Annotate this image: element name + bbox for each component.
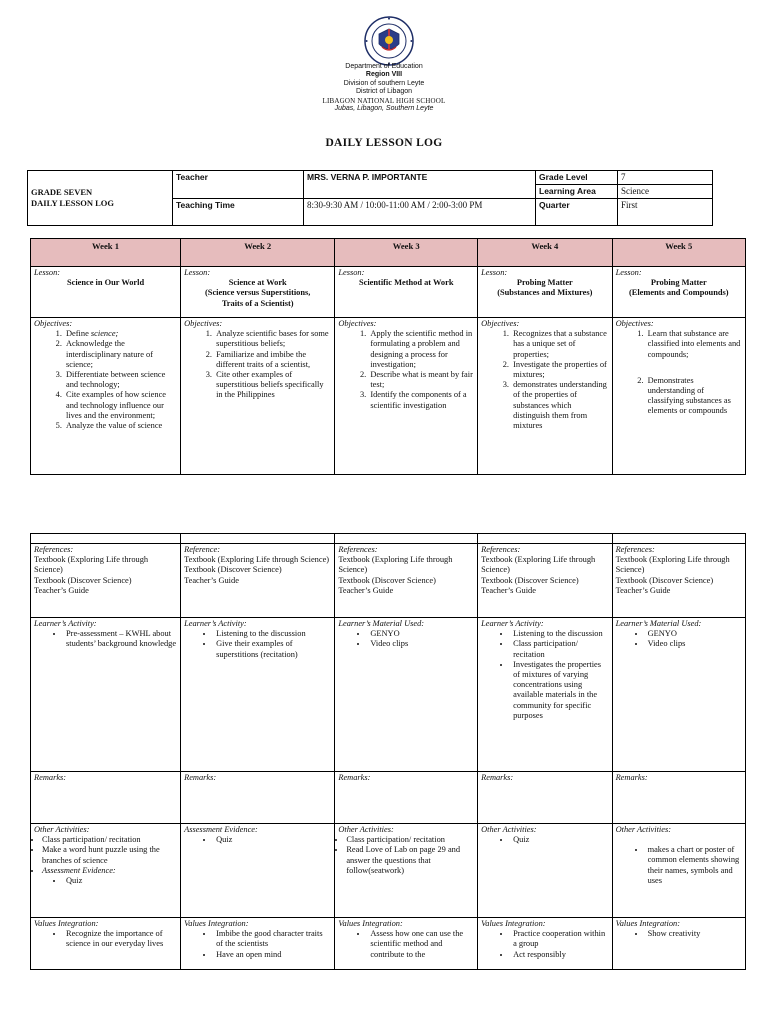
header-division: Division of southern Leyte bbox=[343, 80, 425, 87]
header-region: Region VIII bbox=[365, 71, 403, 78]
lesson-title: Probing Matter bbox=[516, 278, 573, 288]
lesson-subtitle: (Elements and Compounds) bbox=[628, 288, 729, 298]
list-item: 3. Identify the components of a scientific investigation bbox=[368, 390, 474, 410]
assessment-cell: Assessment Evidence: • Quiz bbox=[181, 824, 335, 918]
activity-cell: Learner’s Material Used: • GENYO • Video clips bbox=[335, 618, 478, 772]
lesson-subtitle: (Science versus Superstitions, bbox=[205, 288, 311, 298]
teaching-time-label: Teaching Time bbox=[173, 199, 304, 226]
list-item: 2. Demonstrates understanding of classifying substances as elements or compounds bbox=[646, 376, 742, 417]
references-cell: References: Textbook (Exploring Life through Science) Textbook (Discover Science) Teacher’s Guide bbox=[612, 544, 745, 618]
list-item: 1. Analyze scientific bases for some superstitious beliefs; bbox=[214, 329, 331, 349]
header-department: Department of Education bbox=[345, 63, 423, 70]
list-item: 2. Familiarize and imbibe the different traits of a scientist, bbox=[214, 350, 331, 370]
list-item: • GENYO bbox=[646, 629, 742, 639]
list-item: 1. Learn that substance are classified into elements and compounds; bbox=[646, 329, 742, 360]
info-table bbox=[27, 170, 713, 226]
list-item: • Assess how one can use the scientific method and contribute to the bbox=[368, 929, 474, 960]
week-5-header: Week 5 bbox=[612, 239, 745, 267]
list-item: • Act responsibly bbox=[511, 950, 608, 960]
lesson-cell: Lesson: Probing Matter (Elements and Compounds) bbox=[612, 267, 745, 318]
list-item: 1. Recognizes that a substance has a unique set of properties; bbox=[511, 329, 608, 360]
lesson-cell: Lesson: Probing Matter (Substances and Mixtures) bbox=[478, 267, 612, 318]
teacher-value: MRS. VERNA P. IMPORTANTE bbox=[304, 171, 536, 199]
list-item: • Read Love of Lab on page 29 and answer the questions that follow(seatwork) bbox=[346, 845, 474, 876]
list-item: 2. Describe what is meant by fair test; bbox=[368, 370, 474, 390]
values-cell: Values Integration: • Assess how one can use the scientific method and contribute to the bbox=[335, 918, 478, 970]
teacher-label: Teacher bbox=[173, 171, 304, 199]
header-district: District of Libagon bbox=[355, 88, 413, 95]
week-2-header: Week 2 bbox=[181, 239, 335, 267]
remarks-cell: Remarks: bbox=[612, 772, 745, 824]
list-item: • makes a chart or poster of common elements showing their names, symbols and uses bbox=[646, 845, 742, 886]
list-item: • Assessment Evidence: bbox=[42, 866, 177, 876]
list-item: • Give their examples of superstitions (recitation) bbox=[214, 639, 331, 659]
list-item: • Class participation/ recitation bbox=[346, 835, 474, 845]
list-item: • Quiz bbox=[64, 876, 177, 886]
activity-cell: Learner’s Activity: • Listening to the discussion • Give their examples of superstitions (recitation) bbox=[181, 618, 335, 772]
list-item: • Class participation/ recitation bbox=[511, 639, 608, 659]
list-item: • Class participation/ recitation bbox=[42, 835, 177, 845]
lesson-cell: Lesson: Scientific Method at Work bbox=[335, 267, 478, 318]
values-cell: Values Integration: • Practice cooperation within a group • Act responsibly bbox=[478, 918, 612, 970]
list-item: • Pre-assessment – KWHL about students’ background knowledge bbox=[64, 629, 177, 649]
remarks-cell: Remarks: bbox=[31, 772, 181, 824]
lesson-title: Scientific Method at Work bbox=[358, 278, 454, 288]
teaching-time-value: 8:30-9:30 AM / 10:00-11:00 AM / 2:00-3:00 PM bbox=[304, 199, 536, 226]
list-item: 1. Apply the scientific method in formulating a problem and designing a process for investigation; bbox=[368, 329, 474, 370]
learning-area-value: Science bbox=[618, 185, 713, 199]
page-title: DAILY LESSON LOG bbox=[325, 137, 443, 149]
lesson-cell: Lesson: Science in Our World bbox=[31, 267, 181, 318]
list-item: 3. Differentiate between science and technology; bbox=[64, 370, 177, 390]
deped-seal-icon bbox=[364, 16, 414, 66]
list-item: • Make a word hunt puzzle using the branches of science bbox=[42, 845, 177, 865]
list-item: • Video clips bbox=[646, 639, 742, 649]
list-item: • Listening to the discussion bbox=[511, 629, 608, 639]
lesson-subtitle: Traits of a Scientist) bbox=[221, 298, 294, 308]
week-1-header: Week 1 bbox=[31, 239, 181, 267]
objectives-cell: Objectives: 1. Recognizes that a substance has a unique set of properties; 2. Investigate the properties of mixtures; 3. demonstrates understanding of the properties of substances which distinguish them from mixtures bbox=[478, 318, 612, 475]
grade-section-label: GRADE SEVEN bbox=[31, 187, 93, 197]
list-item: • Listening to the discussion bbox=[214, 629, 331, 639]
list-item: • Investigates the properties of mixtures of varying concentrations using available materials in the community for specific purposes bbox=[511, 660, 608, 721]
list-item: 2. Investigate the properties of mixtures; bbox=[511, 360, 608, 380]
quarter-label: Quarter bbox=[536, 199, 618, 226]
list-item: • Recognize the importance of science in our everyday lives bbox=[64, 929, 177, 949]
lesson-log-table-top bbox=[30, 238, 746, 475]
list-item: 5. Analyze the value of science bbox=[64, 421, 177, 431]
objectives-cell: Objectives: 1. Learn that substance are classified into elements and compounds; 2. Demonstrates understanding of classifying substances as elements or compounds bbox=[612, 318, 745, 475]
references-cell: References: Textbook (Exploring Life through Science) Textbook (Discover Science) Teacher’s Guide bbox=[31, 544, 181, 618]
objectives-cell: Objectives: 1. Analyze scientific bases for some superstitious beliefs; 2. Familiarize and imbibe the different traits of a scientist, 3. Cite other examples of superstitious beliefs specifically in the Philippines bbox=[181, 318, 335, 475]
list-item: • Imbibe the good character traits of the scientists bbox=[214, 929, 331, 949]
references-cell: Reference: Textbook (Exploring Life through Science) Textbook (Discover Science) Teacher’s Guide bbox=[181, 544, 335, 618]
activity-cell: Learner’s Material Used: • GENYO • Video clips bbox=[612, 618, 745, 772]
list-item: 4. Cite examples of how science and technology influence our lives and the environment; bbox=[64, 390, 177, 421]
list-item: • Have an open mind bbox=[214, 950, 331, 960]
quarter-value: First bbox=[618, 199, 713, 226]
list-item: 3. demonstrates understanding of the properties of substances which distinguish them from mixtures bbox=[511, 380, 608, 431]
lesson-cell: Lesson: Science at Work (Science versus Superstitions, Traits of a Scientist) bbox=[181, 267, 335, 318]
lesson-title: Science in Our World bbox=[66, 278, 145, 288]
list-item: • Practice cooperation within a group bbox=[511, 929, 608, 949]
grade-level-label: Grade Level bbox=[536, 171, 618, 185]
list-item: • Video clips bbox=[368, 639, 474, 649]
grade-level-value: 7 bbox=[618, 171, 713, 185]
objective-emphasis: science; bbox=[90, 329, 119, 339]
other-activities-cell: Other Activities: • Class participation/ recitation • Read Love of Lab on page 29 and answer the questions that follow(seatwork) bbox=[335, 824, 478, 918]
header-school: LIBAGON NATIONAL HIGH SCHOOL bbox=[322, 97, 446, 105]
remarks-cell: Remarks: bbox=[181, 772, 335, 824]
other-activities-cell: Other Activities: • Quiz bbox=[478, 824, 612, 918]
activity-cell: Learner’s Activity: • Pre-assessment – KWHL about students’ background knowledge bbox=[31, 618, 181, 772]
week-3-header: Week 3 bbox=[335, 239, 478, 267]
remarks-cell: Remarks: bbox=[478, 772, 612, 824]
grade-section-cell bbox=[28, 171, 173, 226]
other-activities-cell: Other Activities: • Class participation/ recitation • Make a word hunt puzzle using the branches of science • Assessment Evidence: • Quiz bbox=[31, 824, 181, 918]
values-cell: Values Integration: • Recognize the importance of science in our everyday lives bbox=[31, 918, 181, 970]
header-address: Jubas, Libagon, Southern Leyte bbox=[334, 105, 434, 112]
objectives-cell: Objectives: 1. Define science; 2. Acknowledge the interdisciplinary nature of science; 3. Differentiate between science and technology; 4. Cite examples of how science and technology influence our lives and the environment; 5. Analyze the value of science bbox=[31, 318, 181, 475]
list-item: • GENYO bbox=[368, 629, 474, 639]
learning-area-label: Learning Area bbox=[536, 185, 618, 199]
values-cell: Values Integration: • Show creativity bbox=[612, 918, 745, 970]
list-item: 3. Cite other examples of superstitious beliefs specifically in the Philippines bbox=[214, 370, 331, 401]
lesson-title: Probing Matter bbox=[650, 278, 707, 288]
lesson-log-table-bottom bbox=[30, 533, 746, 970]
other-activities-cell: Other Activities: • makes a chart or poster of common elements showing their names, symbols and uses bbox=[612, 824, 745, 918]
activity-cell: Learner’s Activity: • Listening to the discussion • Class participation/ recitation • Investigates the properties of mixtures of varying concentrations using available materials in the community for specific purposes bbox=[478, 618, 612, 772]
objectives-list bbox=[34, 329, 177, 431]
lesson-subtitle: (Substances and Mixtures) bbox=[497, 288, 593, 298]
values-cell: Values Integration: • Imbibe the good character traits of the scientists • Have an open mind bbox=[181, 918, 335, 970]
objectives-cell: Objectives: 1. Apply the scientific method in formulating a problem and designing a process for investigation; 2. Describe what is meant by fair test; 3. Identify the components of a scientific investigation bbox=[335, 318, 478, 475]
remarks-cell: Remarks: bbox=[335, 772, 478, 824]
grade-section-label-2: DAILY LESSON LOG bbox=[31, 198, 114, 208]
list-item: • Quiz bbox=[214, 835, 331, 845]
references-cell: References: Textbook (Exploring Life through Science) Textbook (Discover Science) Teacher’s Guide bbox=[478, 544, 612, 618]
list-item: 1. Define science; bbox=[64, 329, 177, 339]
list-item: 2. Acknowledge the interdisciplinary nature of science; bbox=[64, 339, 177, 370]
references-cell: References: Textbook (Exploring Life through Science) Textbook (Discover Science) Teacher’s Guide bbox=[335, 544, 478, 618]
list-item: • Quiz bbox=[511, 835, 608, 845]
list-item: • Show creativity bbox=[646, 929, 742, 939]
lesson-title: Science at Work bbox=[228, 278, 287, 288]
week-4-header: Week 4 bbox=[478, 239, 612, 267]
